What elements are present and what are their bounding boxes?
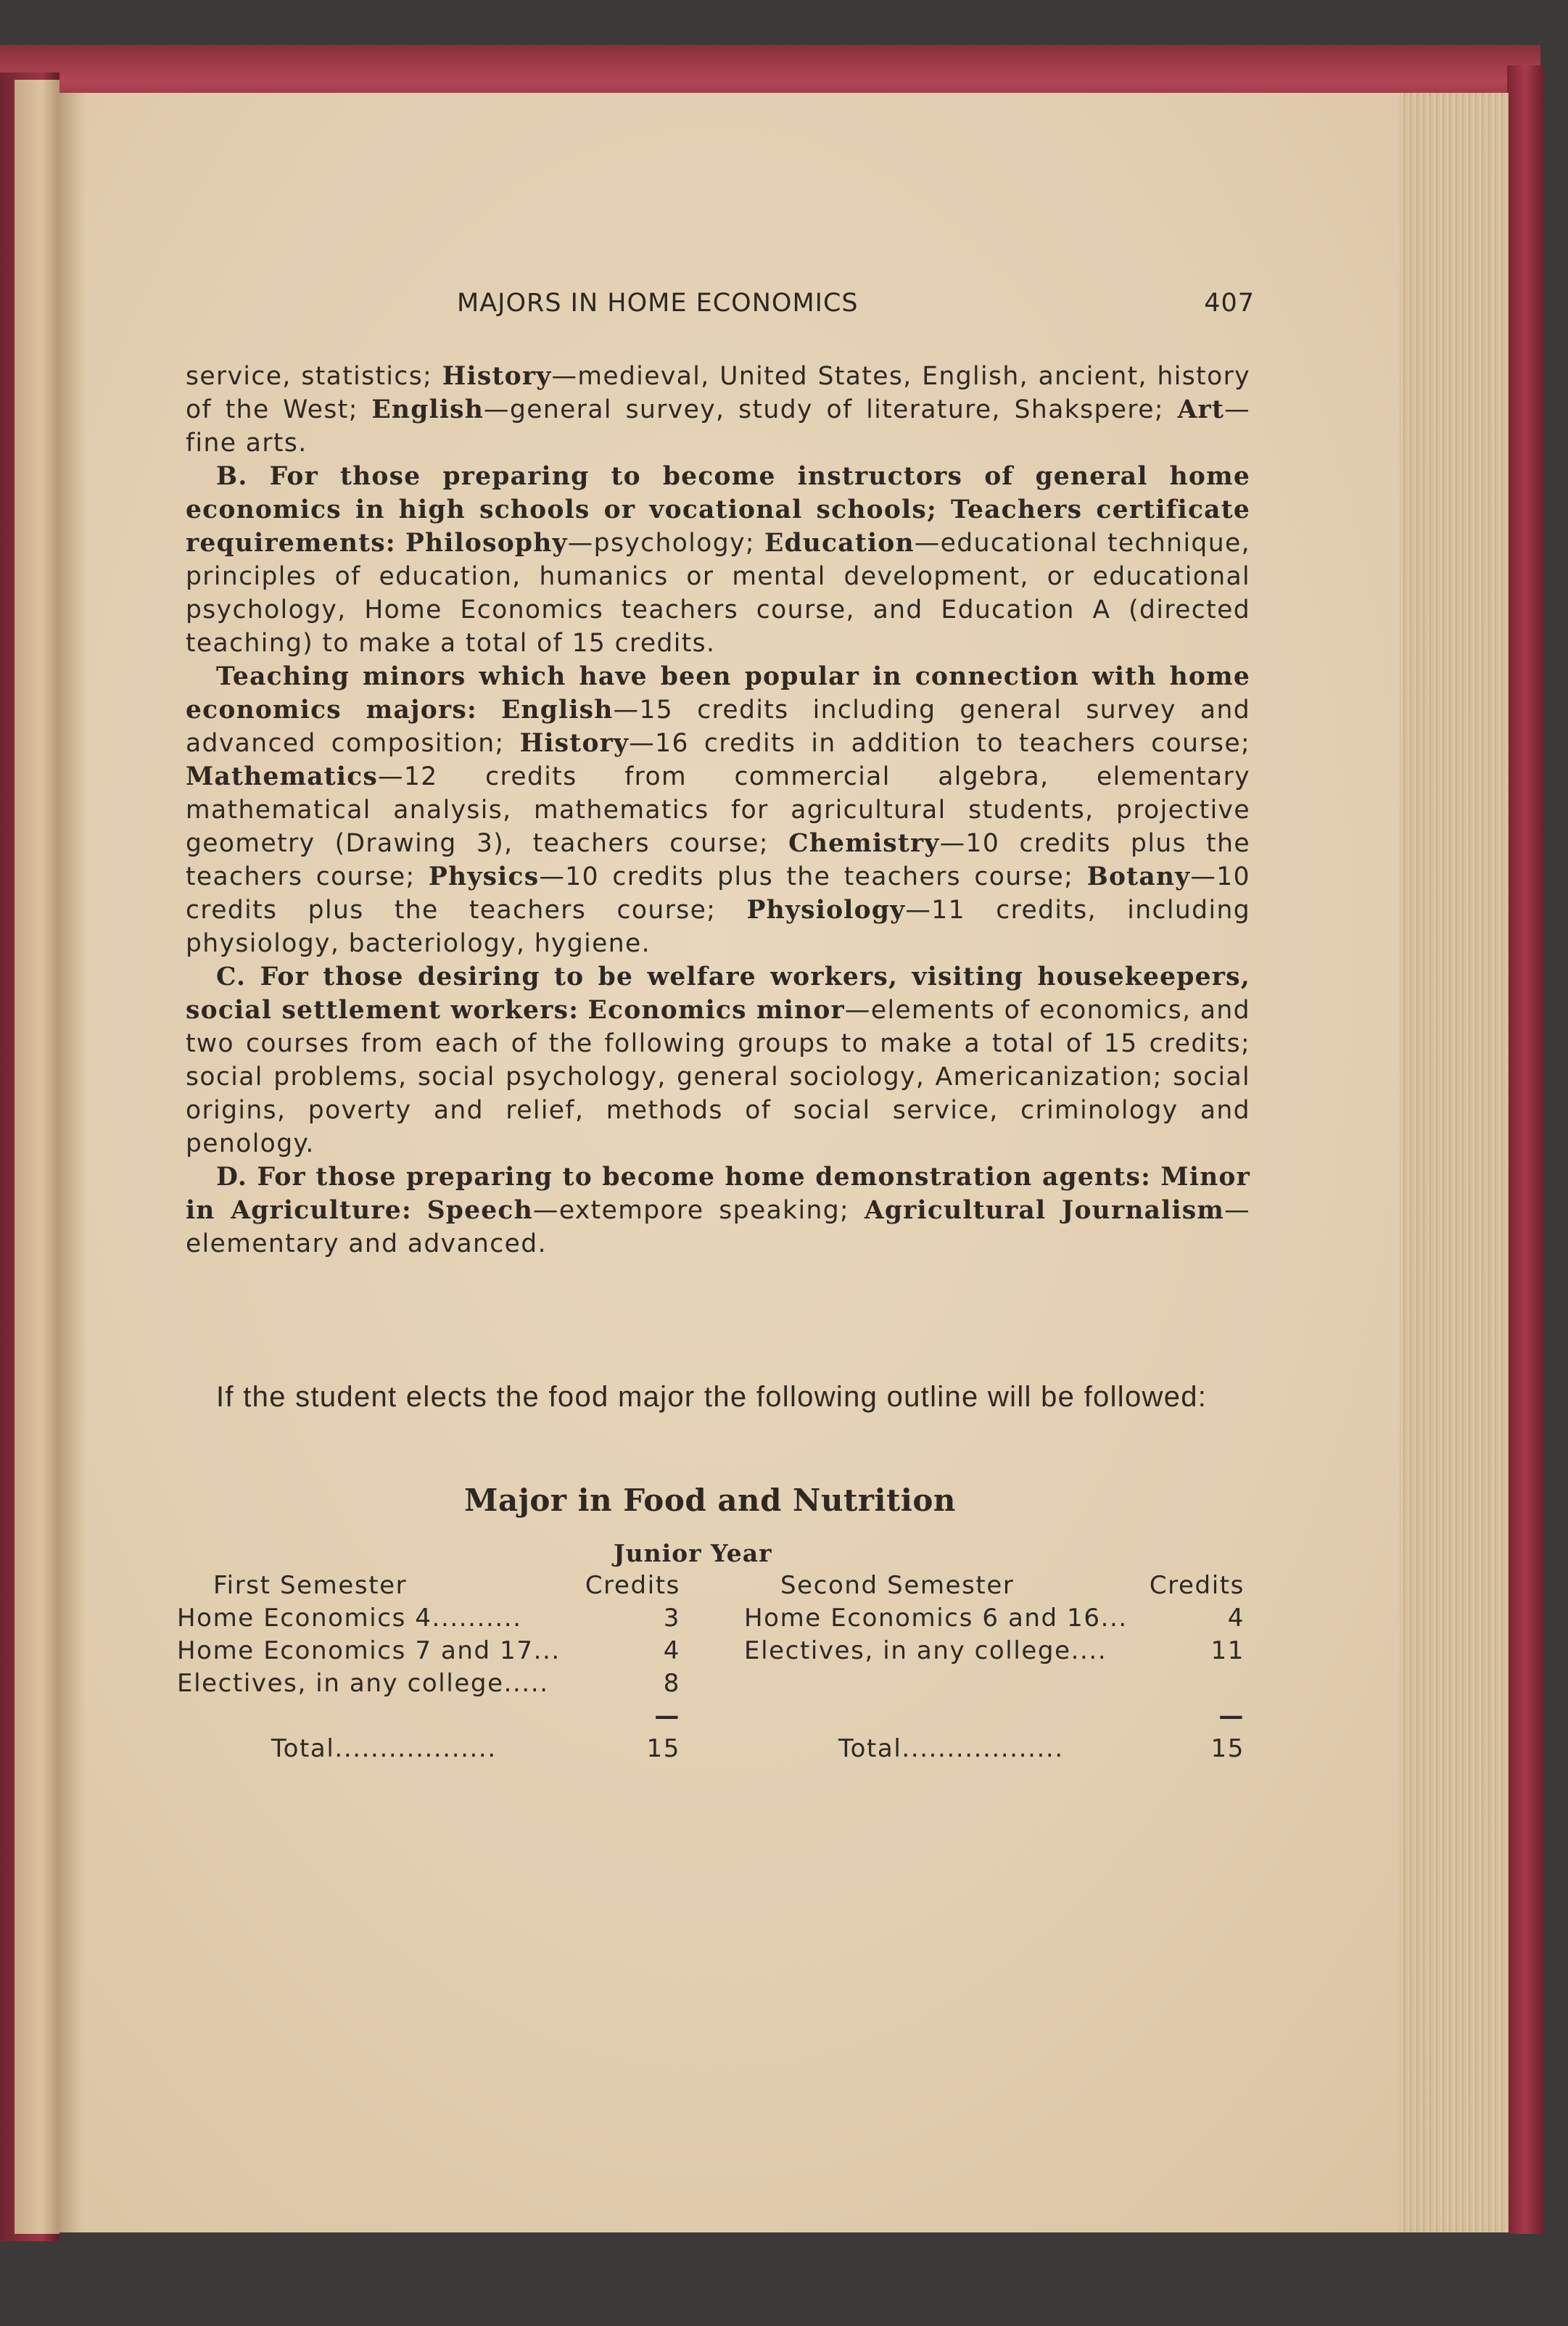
running-header <box>181 289 1255 329</box>
semester-heading: First Semester <box>213 1571 408 1600</box>
page-number: 407 <box>1204 289 1255 318</box>
total-row <box>744 1733 1245 1765</box>
bold-term: Art <box>1177 395 1225 424</box>
text-run: —16 credits in addition to teachers course; <box>629 729 1250 758</box>
book-cover-right <box>1507 65 1543 2234</box>
page-stack-edge <box>1400 93 1509 2232</box>
bold-term: B. For those preparing to become instructors of general home economics in high schools or vocational schools; Teachers certificate requirements: <box>186 462 1250 558</box>
bold-term: C. For those desiring to be welfare workers, visiting housekeepers, social settlement workers: <box>186 962 1250 1025</box>
first-semester-table <box>177 1570 680 1765</box>
course-name: Home Economics 6 and 16... <box>744 1604 1128 1633</box>
page-gutter <box>58 93 87 2232</box>
text-run: —fine arts. <box>186 395 1250 458</box>
text-run <box>477 696 501 725</box>
bold-term: English <box>500 696 614 725</box>
running-title: MAJORS IN HOME ECONOMICS <box>457 289 859 318</box>
course-name: Home Economics 7 and 17... <box>177 1636 561 1665</box>
bold-term: Chemistry <box>788 829 940 858</box>
total-row <box>177 1733 680 1765</box>
text-run: —educational technique, principles of education, humanics or mental development, or educational psychology, Home Economics teachers course, and Education A (directed teaching) to make a total of 15 credits. <box>186 529 1250 658</box>
paragraph-d-demonstration <box>186 1160 1250 1261</box>
bold-term: History <box>442 362 552 391</box>
text-run: —extempore speaking; <box>532 1196 865 1225</box>
text-run: —10 credits plus the teachers course; <box>186 862 1251 925</box>
body-text <box>186 360 1250 1261</box>
paragraph-history-continuation <box>186 360 1250 460</box>
text-run: —medieval, United States, English, ancient, history of the West; <box>186 362 1250 424</box>
bold-term: History <box>519 729 630 758</box>
total-label: Total.................. <box>838 1734 1064 1763</box>
food-major-intro: If the student elects the food major the following outline will be followed: <box>216 1381 1208 1413</box>
text-run: —11 credits, including physiology, bacteriology, hygiene. <box>186 896 1251 958</box>
bold-term: Philosophy <box>405 529 568 558</box>
bold-term: Speech <box>426 1196 533 1225</box>
credits-heading: Credits <box>585 1571 680 1600</box>
bold-term: D. For those preparing to become home demonstration agents: Minor in Agriculture: <box>186 1163 1250 1225</box>
bold-term: Botany <box>1086 862 1191 891</box>
second-semester-table <box>744 1570 1245 1765</box>
bold-term: Education <box>764 529 915 558</box>
table-header-row <box>744 1570 1245 1602</box>
sum-rule: — <box>1218 1702 1245 1731</box>
text-run: —psychology; <box>567 529 764 558</box>
paragraph-c-welfare <box>186 960 1250 1160</box>
sum-rule-row <box>744 1700 1245 1733</box>
total-credits: 15 <box>1210 1734 1245 1763</box>
text-run: —elements of economics, and two courses from each of the following groups to make a total of 15 credits; social problems, social psychology, general sociology, Americanization; social origins, poverty and relief, methods of social service, criminology and penology. <box>186 996 1250 1158</box>
text-run <box>396 529 405 558</box>
paragraph-b-instructors <box>186 460 1250 660</box>
table-row <box>744 1635 1245 1667</box>
text-run: —15 credits including general survey and advanced composition; <box>186 696 1251 758</box>
course-credits: 4 <box>663 1636 680 1665</box>
table-header-row <box>177 1570 680 1602</box>
total-credits: 15 <box>646 1734 680 1763</box>
course-name: Electives, in any college.... <box>744 1636 1107 1665</box>
text-run: —elementary and advanced. <box>186 1196 1250 1258</box>
sum-rule: — <box>654 1702 680 1731</box>
table-row-empty <box>744 1667 1245 1700</box>
bold-term: Mathematics <box>186 762 379 791</box>
paragraph-teaching-minors <box>186 660 1250 960</box>
table-row <box>177 1635 680 1667</box>
bold-term: Economics minor <box>587 996 845 1025</box>
bold-term: Agricultural Journalism <box>864 1196 1225 1225</box>
course-credits: 8 <box>663 1669 680 1698</box>
bold-term: Teaching minors which have been popular in connection with home economics majors: <box>186 662 1250 725</box>
semester-heading: Second Semester <box>780 1571 1015 1600</box>
text-run: —general survey, study of literature, Shakspere; <box>484 395 1178 424</box>
credits-heading: Credits <box>1149 1571 1245 1600</box>
text-run <box>412 1196 427 1225</box>
table-row <box>177 1667 680 1700</box>
bold-term: Physiology <box>746 896 906 925</box>
total-label: Total.................. <box>271 1734 497 1763</box>
text-run: service, statistics; <box>186 362 442 391</box>
major-title: Major in Food and Nutrition <box>464 1482 956 1518</box>
bold-term: English <box>371 395 484 424</box>
left-page-edge <box>15 80 59 2234</box>
course-name: Home Economics 4.......... <box>177 1604 522 1633</box>
course-credits: 4 <box>1227 1604 1245 1633</box>
table-row <box>744 1602 1245 1635</box>
text-run: —12 credits from commercial algebra, elementary mathematical analysis, mathematics for agricultural students, projective geometry (Drawing 3), teachers course; <box>186 762 1250 858</box>
bold-term: Physics <box>428 862 540 891</box>
sum-rule-row <box>177 1700 680 1733</box>
course-credits: 11 <box>1210 1636 1245 1665</box>
year-label: Junior Year <box>614 1539 772 1567</box>
course-credits: 3 <box>663 1604 680 1633</box>
table-row <box>177 1602 680 1635</box>
course-name: Electives, in any college..... <box>177 1669 549 1698</box>
text-run <box>579 996 587 1025</box>
text-run: —10 credits plus the teachers course; <box>186 829 1250 891</box>
text-run: —10 credits plus the teachers course; <box>539 862 1087 891</box>
